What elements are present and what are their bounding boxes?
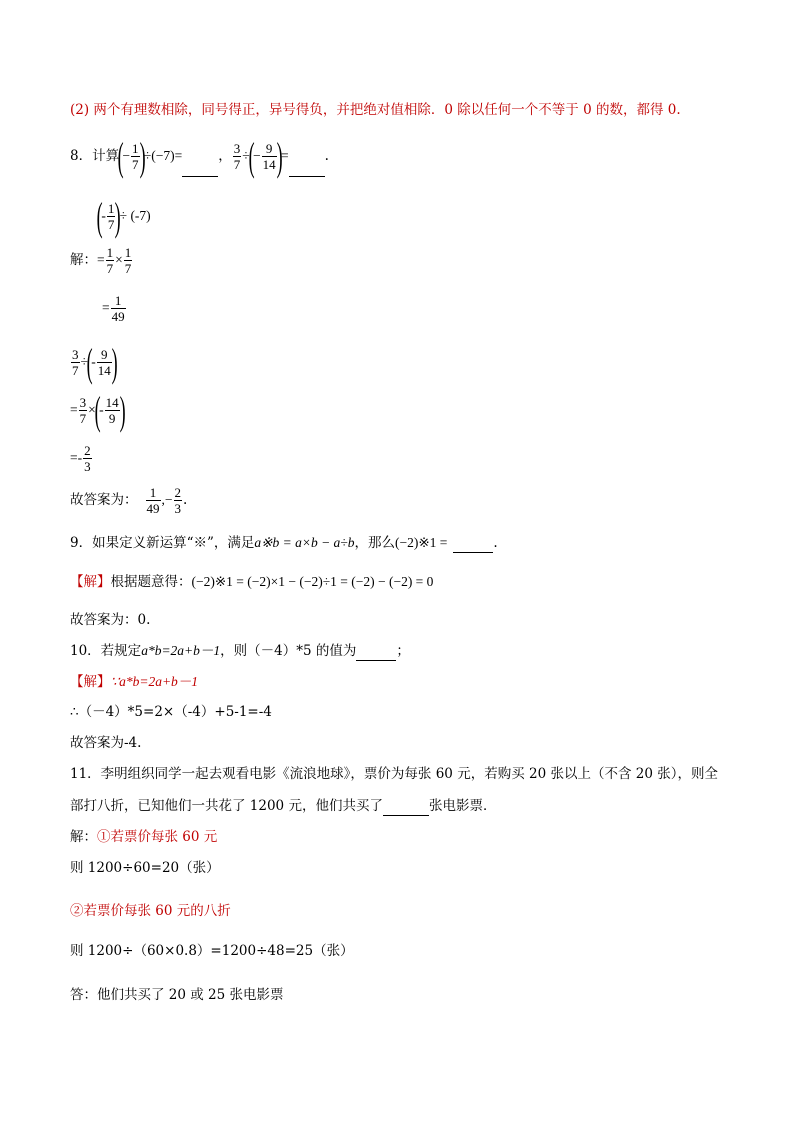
fraction-denominator: 7 [124, 261, 132, 276]
question-8 [70, 133, 329, 179]
minus-sign: - [99, 402, 104, 417]
fraction-numerator: 1 [146, 485, 161, 501]
fraction-denominator: 3 [84, 459, 91, 474]
fraction [71, 347, 80, 378]
fraction [146, 485, 161, 516]
fraction-numerator: 14 [105, 395, 119, 410]
fraction-numerator: 3 [72, 347, 79, 362]
fraction-two-thirds [83, 443, 92, 474]
q9-definition: a※b = a×b − a÷b [254, 535, 355, 550]
paren-close: ) [119, 387, 126, 433]
q8-prefix: 8．计算 [70, 148, 120, 164]
q11-line2-part2: 张电影票． [428, 798, 497, 814]
minus-sign: - [91, 354, 96, 369]
fraction [174, 485, 183, 516]
question-10 [70, 641, 410, 661]
fraction-numerator: 1 [124, 245, 132, 260]
fraction [105, 395, 120, 426]
equals-sign: = [97, 252, 105, 267]
q9-expression: (−2)※1 = [394, 535, 448, 550]
answer-blank-q9[interactable] [453, 540, 493, 553]
sol8-step6 [70, 440, 93, 476]
question-11-line1: 11．李明组织同学一起去观看电影《流浪地球》，票价为每张 60 元，若购买 20 张以上（不含 20 张），则全 [70, 766, 718, 782]
sol10-given: ∵a*b=2a+b－1 [110, 674, 199, 689]
fraction-numerator: 3 [233, 141, 241, 156]
neg-seven-term: (−7) [151, 148, 175, 163]
fraction-numerator: 9 [262, 141, 277, 157]
q8-end: . [324, 148, 329, 164]
paren-close: ) [111, 339, 118, 385]
q10-mid: ，则（－4）*5 的值为 [220, 643, 357, 659]
sol11-case1 [70, 827, 217, 847]
answer-separator: ,− [161, 492, 173, 507]
q9-end: . [493, 535, 498, 551]
equals-sign: =- [70, 450, 83, 465]
sol11-case2: ②若票价每张 60 元的八折 [70, 903, 231, 919]
fraction-nine-fourteenths [262, 141, 277, 172]
paren-close: ) [276, 133, 283, 179]
q10-definition: a*b=2a+b－1 [141, 643, 221, 658]
sol8-answer [70, 482, 187, 518]
fraction-denominator: 14 [262, 157, 276, 172]
paren-close: ) [114, 193, 121, 239]
sol8-step5 [70, 387, 126, 433]
fraction-denominator: 49 [146, 501, 160, 516]
sol8-step2 [70, 242, 133, 278]
sol10-line2: ∴（－4）*5=2×（-4）+5-1=-4 [70, 704, 272, 720]
sol9-expression: (−2)※1 = (−2)×1 − (−2)÷1 = (−2) − (−2) = 0 [191, 574, 434, 589]
q8-f1-sign: − [122, 148, 131, 163]
times-sign: × [115, 252, 123, 267]
fraction-numerator: 1 [111, 293, 126, 309]
q10-prefix: 10．若规定 [70, 643, 142, 659]
fraction-denominator: 49 [111, 309, 125, 324]
answer-blank-q10[interactable] [356, 648, 396, 661]
sol11-calc2: 则 1200÷（60×0.8）=1200÷48=25（张） [70, 943, 354, 959]
fraction-one-seventh [131, 141, 140, 172]
q9-mid: ，那么 [354, 535, 395, 551]
equals-sign: = [280, 148, 289, 163]
answer-end: . [183, 492, 188, 508]
fraction-three-sevenths [233, 141, 242, 172]
fraction-numerator: 2 [174, 485, 181, 500]
fraction-denominator: 3 [174, 501, 181, 516]
fraction-one-fortyninth [111, 293, 126, 324]
sol10-answer: 故答案为-4. [70, 735, 142, 751]
q9-text: 9．如果定义新运算“※”，满足 [70, 535, 255, 551]
fraction-numerator: 1 [132, 141, 139, 156]
sol9-answer: 故答案为：0. [70, 612, 151, 628]
fraction [97, 347, 112, 378]
paren-open: ( [96, 193, 103, 239]
paren-open: ( [248, 133, 255, 179]
fraction-denominator: 7 [79, 411, 87, 426]
solution-label: 解： [70, 829, 97, 845]
sol8-step3 [102, 290, 127, 326]
paren-open: ( [94, 387, 101, 433]
answer-blank-1[interactable] [182, 164, 218, 177]
question-9 [70, 533, 498, 553]
sol11-answer: 答：他们共买了 20 或 25 张电影票 [70, 987, 284, 1003]
division-rule-text: (2) 两个有理数相除，同号得正，异号得负，并把绝对值相除．0 除以任何一个不等于 0 的数，都得 0. [70, 102, 681, 118]
fraction [124, 245, 133, 276]
fraction-numerator: 3 [79, 395, 87, 410]
fraction-numerator: 9 [97, 347, 112, 363]
equals-sign: = [102, 300, 110, 315]
equals-sign: = [174, 148, 183, 163]
fraction-denominator: 7 [106, 261, 114, 276]
division-sign: ÷ [143, 148, 152, 163]
answer-label: 故答案为： [70, 492, 138, 508]
answer-blank-2[interactable] [289, 164, 325, 177]
fraction-denominator: 7 [107, 217, 115, 232]
solution-tag: 【解】 [70, 574, 111, 590]
fraction-numerator: 1 [107, 201, 115, 216]
fraction-denominator: 7 [132, 157, 139, 172]
division-sign: ÷ [80, 354, 88, 369]
answer-blank-q11[interactable] [383, 803, 429, 816]
comma: ， [218, 148, 232, 164]
sol10-line1 [70, 672, 198, 692]
fraction [79, 395, 88, 426]
fraction-denominator: 9 [108, 411, 116, 426]
division-sign: ÷ [242, 148, 250, 163]
sol8-step1 [96, 193, 151, 239]
sol8-step4 [70, 339, 118, 385]
question-11-line2 [70, 796, 496, 816]
fraction-denominator: 14 [97, 363, 111, 378]
fraction-denominator: 7 [233, 157, 241, 172]
q8-f3-sign: − [253, 148, 261, 163]
times-sign: × [88, 402, 96, 417]
sol9-text: 根据题意得： [110, 574, 192, 590]
paren-close: ) [139, 133, 146, 179]
solution-tag: 【解】 [70, 674, 111, 690]
fraction-numerator: 2 [84, 443, 91, 458]
fraction-numerator: 1 [106, 245, 114, 260]
sol9-line [70, 572, 433, 592]
case1-text: ①若票价每张 60 元 [97, 829, 218, 845]
q11-line2-part1: 部打八折，已知他们一共花了 1200 元，他们共买了 [70, 798, 383, 814]
sol11-calc1: 则 1200÷60=20（张） [70, 860, 220, 876]
paren-open: ( [86, 339, 93, 385]
paren-open: ( [117, 133, 124, 179]
equals-sign: = [70, 402, 78, 417]
minus-sign: - [101, 208, 106, 223]
divide-neg-seven: ÷ (-7) [119, 208, 151, 223]
solution-label: 解： [70, 252, 97, 268]
fraction [106, 245, 115, 276]
fraction-denominator: 7 [72, 363, 79, 378]
q10-end: ； [396, 643, 410, 659]
